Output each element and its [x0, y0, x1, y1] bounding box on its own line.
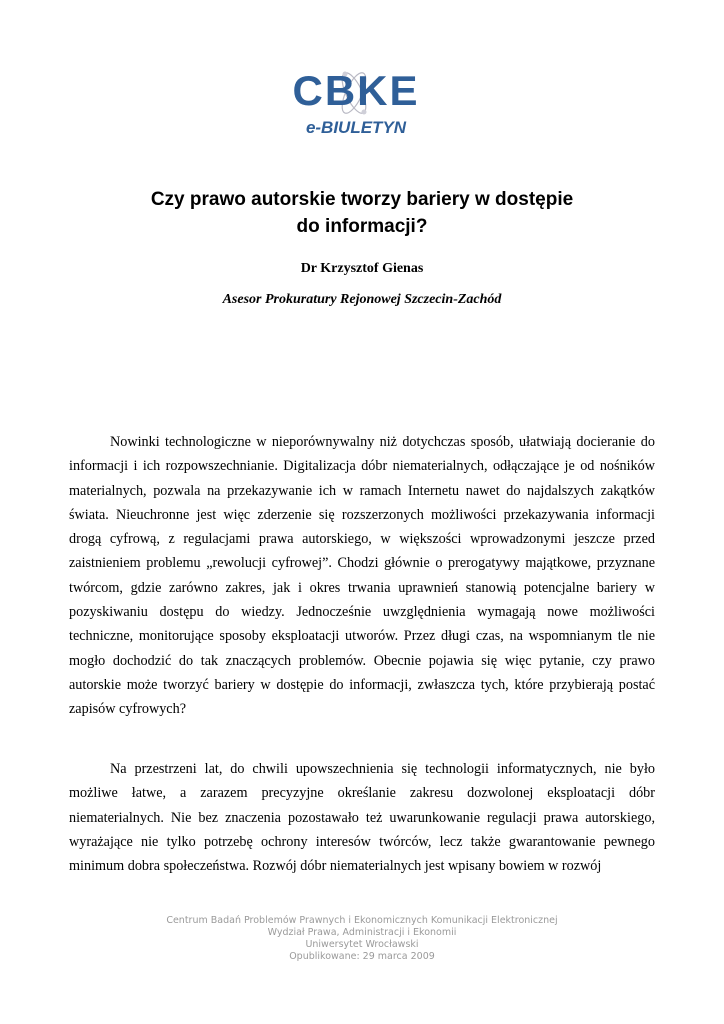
author-affiliation: Asesor Prokuratury Rejonowej Szczecin-Zachód — [222, 292, 502, 307]
title-line-2: do informacji? — [296, 216, 428, 237]
footer-published-date: Opublikowane: 29 marca 2009 — [289, 951, 435, 962]
footer-university: Uniwersytet Wrocławski — [305, 939, 419, 950]
footer-institution: Centrum Badań Problemów Prawnych i Ekonomicznych Komunikacji Elektronicznej — [166, 915, 558, 926]
article-title — [60, 186, 664, 240]
logo-brand: CBKE — [292, 67, 420, 114]
logo-subtitle: e-BIULETYN — [305, 118, 407, 137]
cbke-logo — [286, 68, 426, 140]
body-paragraph-2: Na przestrzeni lat, do chwili upowszechnienia się technologii informatycznych, nie było możliwe łatwe, a zarazem precyzyjne określanie zakresu dozwolonej eksploatacji dóbr niematerialnych. Nie bez znaczenia pozostawało też uwarunkowanie regulacji prawa autorskiego, wyrażające nie tylko potrzebę ochrony interesów twórców, lecz także gwarantowanie pewnego minimum dobra społeczeństwa. Rozwój dóbr niematerialnych jest wpisany bowiem w rozwój — [69, 761, 655, 875]
title-line-1: Czy prawo autorskie tworzy bariery w dostępie — [150, 189, 574, 210]
author-name: Dr Krzysztof Gienas — [300, 261, 424, 276]
body-paragraph-1: Nowinki technologiczne w nieporównywalny niż dotychczas sposób, ułatwiają docieranie do informacji i ich rozpowszechnianie. Digitalizacja dóbr niematerialnych, odłączające je od nośników materialnych, pozwala na przekazywanie ich w ramach Internetu nawet do najdalszych zakątków świata. Nieuchronne jest więc zderzenie się rozszerzonych możliwości przekazywania informacji drogą cyfrową, z regulacjami prawa autorskiego, w większości wprowadzonymi jeszcze przed zaistnieniem problemu „rewolucji cyfrowej”. Chodzi głównie o prerogatywy majątkowe, przyznane twórcom, gdzie zarówno zakres, jak i okres trwania uprawnień stanowią potencjalne bariery w pozyskiwaniu dostępu do wiedzy. Jednocześnie uwzględnienia wymagają nowe możliwości techniczne, monitorujące sposoby eksploatacji utworów. Przez długi czas, na wspomnianym tle nie mogło dochodzić do tak znaczących problemów. Obecnie pojawia się więc pytanie, czy prawo autorskie może tworzyć bariery w dostępie do informacji, zwłaszcza tych, które przybierają postać zapisów cyfrowych? — [69, 434, 655, 718]
page-footer — [0, 915, 724, 963]
footer-faculty: Wydział Prawa, Administracji i Ekonomii — [267, 927, 457, 938]
